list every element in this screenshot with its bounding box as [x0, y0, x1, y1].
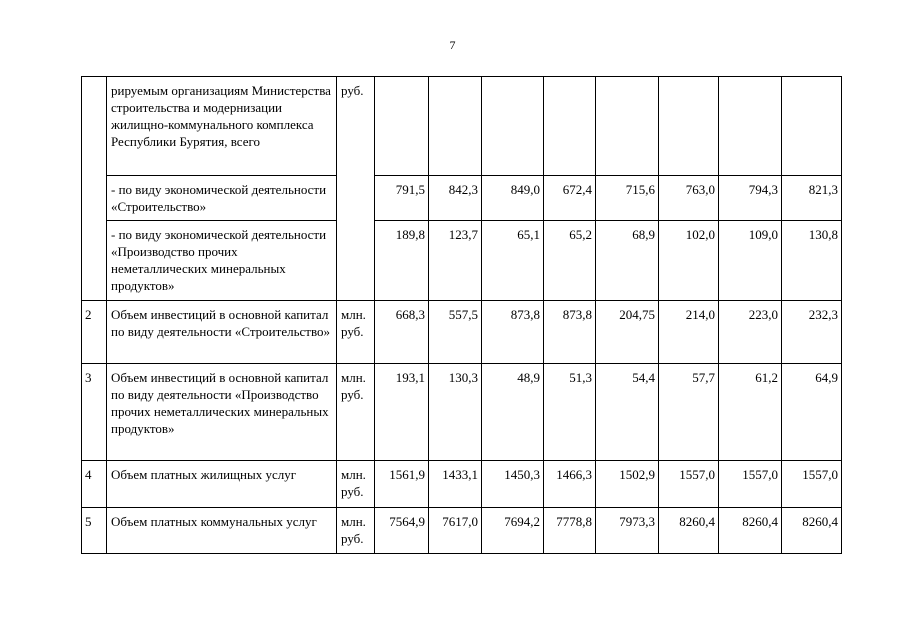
value-cell: 1557,0 [659, 461, 719, 508]
value-cell: 48,9 [482, 364, 544, 461]
table-row [82, 301, 842, 364]
row-label: Объем платных коммунальных услуг [107, 508, 337, 554]
value-cell [544, 77, 596, 176]
value-cell: 204,75 [596, 301, 659, 364]
value-cell: 557,5 [429, 301, 482, 364]
table-row [82, 364, 842, 461]
value-cell: 130,8 [782, 221, 842, 301]
value-cell: 821,3 [782, 176, 842, 221]
value-cell: 1466,3 [544, 461, 596, 508]
row-label: - по виду экономической деятельности «Строительство» [107, 176, 337, 221]
value-cell: 7617,0 [429, 508, 482, 554]
value-cell: 7973,3 [596, 508, 659, 554]
value-cell: 223,0 [719, 301, 782, 364]
value-cell: 1502,9 [596, 461, 659, 508]
value-cell: 794,3 [719, 176, 782, 221]
value-cell: 193,1 [375, 364, 429, 461]
value-cell: 123,7 [429, 221, 482, 301]
value-cell: 102,0 [659, 221, 719, 301]
value-cell: 873,8 [544, 301, 596, 364]
value-cell: 763,0 [659, 176, 719, 221]
value-cell: 1557,0 [782, 461, 842, 508]
row-label: рируемым организациям Министерства строительства и модернизации жилищно-коммунального комплекса Республики Бурятия, всего [107, 77, 337, 176]
value-cell: 51,3 [544, 364, 596, 461]
value-cell [719, 77, 782, 176]
value-cell: 1557,0 [719, 461, 782, 508]
table-row [82, 508, 842, 554]
row-unit: млн. руб. [337, 461, 375, 508]
row-index-cell: 2 [82, 301, 107, 364]
value-cell: 61,2 [719, 364, 782, 461]
row-unit: млн. руб. [337, 301, 375, 364]
value-cell [596, 77, 659, 176]
value-cell: 65,1 [482, 221, 544, 301]
value-cell: 842,3 [429, 176, 482, 221]
row-unit: млн. руб. [337, 364, 375, 461]
value-cell: 130,3 [429, 364, 482, 461]
value-cell: 1433,1 [429, 461, 482, 508]
value-cell [429, 77, 482, 176]
value-cell: 57,7 [659, 364, 719, 461]
row-index-cell: 3 [82, 364, 107, 461]
table-row [82, 77, 842, 176]
value-cell: 8260,4 [659, 508, 719, 554]
table-row [82, 461, 842, 508]
value-cell: 64,9 [782, 364, 842, 461]
row-label: Объем инвестиций в основной капитал по виду деятельности «Производство прочих неметаллических минеральных продуктов» [107, 364, 337, 461]
row-label: Объем инвестиций в основной капитал по виду деятельности «Строительство» [107, 301, 337, 364]
table-row [82, 176, 842, 221]
value-cell: 189,8 [375, 221, 429, 301]
value-cell: 1450,3 [482, 461, 544, 508]
value-cell: 1561,9 [375, 461, 429, 508]
value-cell: 873,8 [482, 301, 544, 364]
value-cell: 54,4 [596, 364, 659, 461]
row-unit: млн. руб. [337, 508, 375, 554]
row-unit: руб. [337, 77, 375, 301]
value-cell: 109,0 [719, 221, 782, 301]
value-cell: 65,2 [544, 221, 596, 301]
value-cell [659, 77, 719, 176]
value-cell [782, 77, 842, 176]
indicators-table [81, 76, 842, 554]
value-cell: 7778,8 [544, 508, 596, 554]
row-label: - по виду экономической деятельности «Производство прочих неметаллических минеральных продуктов» [107, 221, 337, 301]
value-cell: 7564,9 [375, 508, 429, 554]
value-cell [375, 77, 429, 176]
value-cell: 849,0 [482, 176, 544, 221]
value-cell: 214,0 [659, 301, 719, 364]
value-cell: 68,9 [596, 221, 659, 301]
value-cell: 232,3 [782, 301, 842, 364]
row-label: Объем платных жилищных услуг [107, 461, 337, 508]
value-cell: 791,5 [375, 176, 429, 221]
row-index-cell [82, 77, 107, 301]
value-cell: 8260,4 [782, 508, 842, 554]
value-cell: 668,3 [375, 301, 429, 364]
value-cell: 715,6 [596, 176, 659, 221]
value-cell: 7694,2 [482, 508, 544, 554]
value-cell: 672,4 [544, 176, 596, 221]
page-number: 7 [449, 38, 456, 52]
row-index-cell: 5 [82, 508, 107, 554]
row-index-cell: 4 [82, 461, 107, 508]
value-cell [482, 77, 544, 176]
table-row [82, 221, 842, 301]
value-cell: 8260,4 [719, 508, 782, 554]
